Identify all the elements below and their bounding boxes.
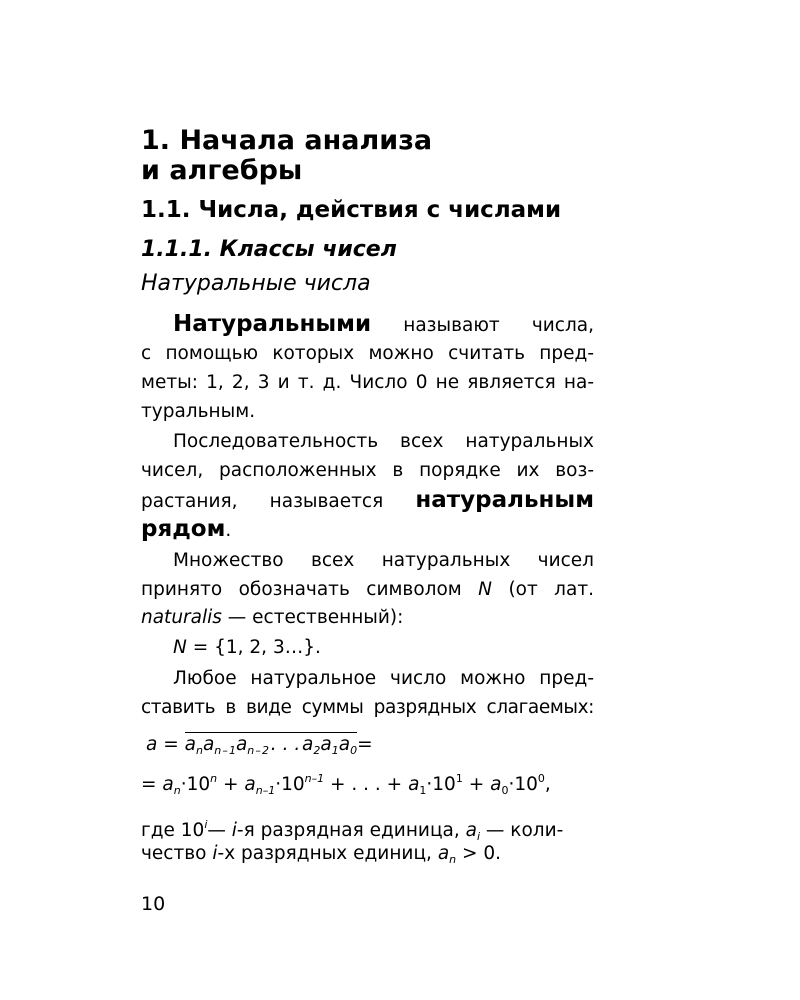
term-natural-series: натуральным [415, 487, 594, 513]
digit-expansion-formula: = $a_n\cdot 10^n + a_{n-1}\cdot 10^{n-1}$ + . . . + $a_1\cdot 10^1 + a_0\cdot 10^0$, [141, 772, 551, 797]
section-heading: 1.1. Числа, действия с числами [141, 197, 562, 223]
paragraph-5-line-1: где 10$^i$— i-я разрядная единица, $a_i$ — коли- [141, 818, 564, 843]
paragraph-2-line-2: чисел, расположенных в порядке их воз- [141, 460, 594, 481]
paragraph-1-line-3: меты: 1, 2, 3 и т. д. Число 0 не является на- [141, 372, 594, 393]
paragraph-4-line-2: ставить в виде суммы разрядных слагаемых: [141, 697, 594, 718]
paragraph-2-line-3: растания, называется натуральным [141, 487, 594, 513]
paragraph-3-line-1: Множество всех натуральных чисел [173, 550, 594, 571]
paragraph-5-line-2: чество i-х разрядных единиц, $a_n > 0$. [141, 843, 502, 866]
chapter-heading-line1: 1. Начала анализа [141, 125, 433, 156]
natural-set-formula: N = {1, 2, 3…}. [173, 637, 321, 658]
chapter-heading [141, 126, 701, 186]
paragraph-3-line-3: naturalis — естественный): [141, 607, 404, 628]
paragraph-3-line-2: принято обозначать символом N (от лат. [141, 579, 594, 600]
paragraph-1-line-4: туральным. [141, 401, 256, 422]
overlined-digits: $a_na_{n - 1}a_{n - 2}$ . . . $a_2a_1a_0$ [184, 734, 358, 757]
paragraph-4-line-1: Любое натуральное число можно пред- [173, 668, 594, 689]
chapter-heading-line2: и алгебры [141, 155, 303, 186]
paragraph-2-line-1: Последовательность всех натуральных [173, 431, 594, 452]
digit-notation-formula: $a = a_na_{n - 1}a_{n - 2}$ . . . $a_2a_1a_0=$ [146, 734, 373, 757]
paragraph-1-line-2: с помощью которых можно считать пред- [141, 343, 594, 364]
subsection-heading: 1.1.1. Классы чисел [141, 237, 397, 262]
paragraph-1-line-1: Натуральными называют числа, [173, 311, 594, 337]
topic-heading: Натуральные числа [141, 271, 371, 296]
page-number: 10 [141, 893, 166, 915]
paragraph-2-line-4: рядом. [141, 516, 232, 542]
term-natural: Натуральными [173, 311, 372, 337]
